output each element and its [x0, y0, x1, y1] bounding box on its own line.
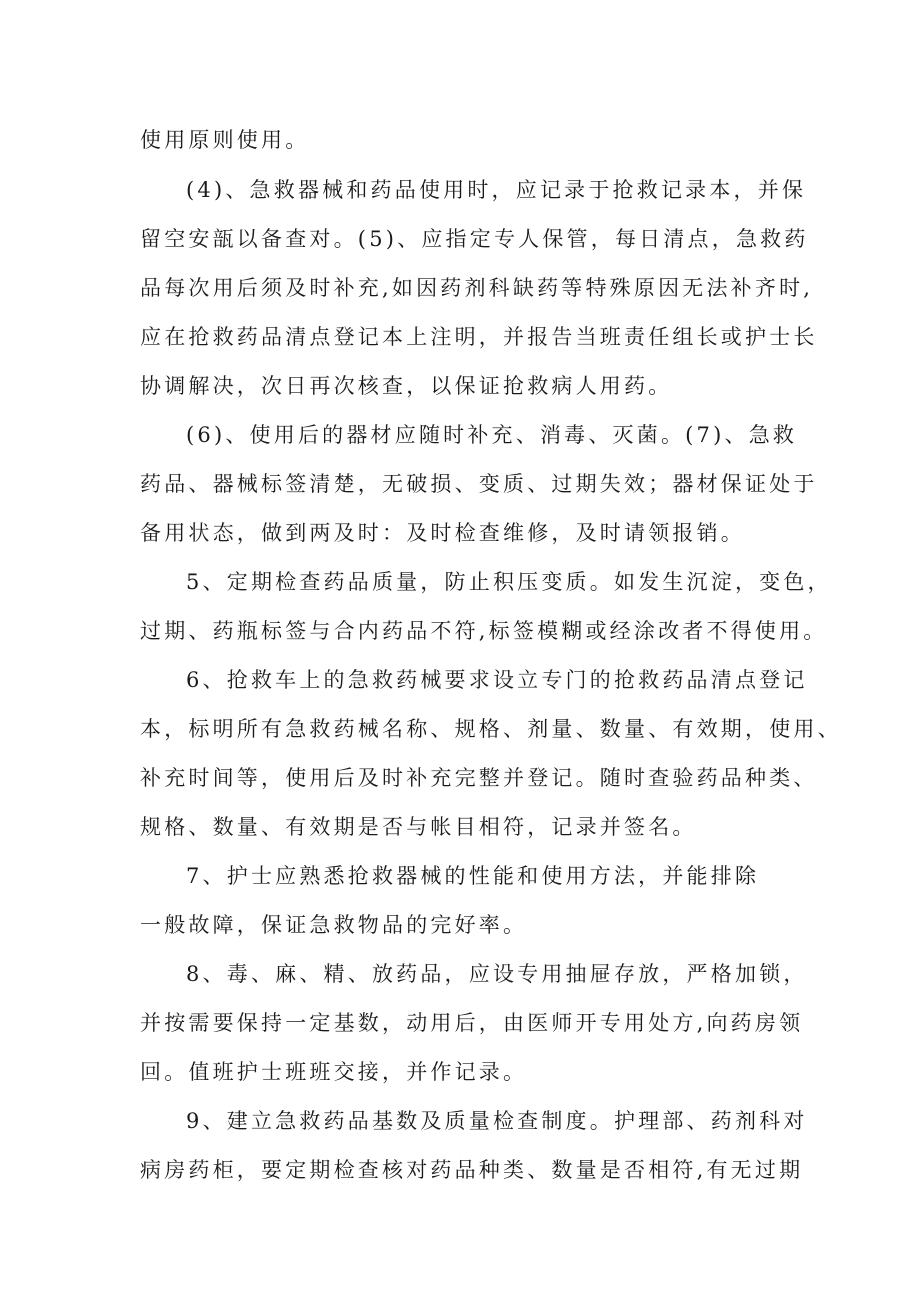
text-line: 病房药柜，要定期检查核对药品种类、数量是否相符,有无过期 [140, 1158, 804, 1182]
text-line: 6、抢救车上的急救药械要求设立专门的抢救药品清点登记 [186, 668, 808, 692]
text-line: 协调解决，次日再次核查，以保证抢救病人用药。 [140, 374, 673, 398]
text-line: 应在抢救药品清点登记本上注明，并报告当班责任组长或护士长 [140, 325, 818, 349]
text-line: 使用原则使用。 [140, 128, 310, 152]
text-line: 品每次用后须及时补充,如因药剂科缺药等特殊原因无法补齐时, [140, 276, 814, 300]
text-line: 5、定期检查药品质量，防止积压变质。如发生沉淀，变色， [186, 570, 832, 594]
text-line: 过期、药瓶标签与合内药品不符,标签模糊或经涂改者不得使用。 [140, 619, 828, 643]
text-line: 备用状态，做到两及时：及时检查维修，及时请领报销。 [140, 521, 745, 545]
text-line: 补充时间等，使用后及时补充完整并登记。随时查验药品种类、 [140, 766, 818, 790]
text-line: 9、建立急救药品基数及质量检查制度。护理部、药剂科对 [186, 1109, 808, 1133]
text-line: 回。值班护士班班交接，并作记录。 [140, 1060, 528, 1084]
text-line: 留空安瓿以备查对。(5)、应指定专人保管，每日清点，急救药 [140, 227, 809, 251]
text-line: 一般故障，保证急救物品的完好率。 [140, 913, 528, 937]
text-line: 规格、数量、有效期是否与帐目相符，记录并签名。 [140, 815, 697, 839]
text-line: (6)、使用后的器材应随时补充、消毒、灭菌。(7)、急救 [186, 423, 798, 447]
text-line: 本，标明所有急救药械名称、规格、剂量、数量、有效期，使用、 [140, 717, 842, 741]
text-line: 7、护士应熟悉抢救器械的性能和使用方法，并能排除 [186, 864, 760, 888]
text-line: 并按需要保持一定基数，动用后，由医师开专用处方,向药房领 [140, 1011, 804, 1035]
text-line: 8、毒、麻、精、放药品，应设专用抽屉存放，严格加锁， [186, 962, 808, 986]
text-line: 药品、器械标签清楚，无破损、变质、过期失效；器材保证处于 [140, 472, 818, 496]
text-line: (4)、急救器械和药品使用时，应记录于抢救记录本，并保 [186, 178, 807, 202]
